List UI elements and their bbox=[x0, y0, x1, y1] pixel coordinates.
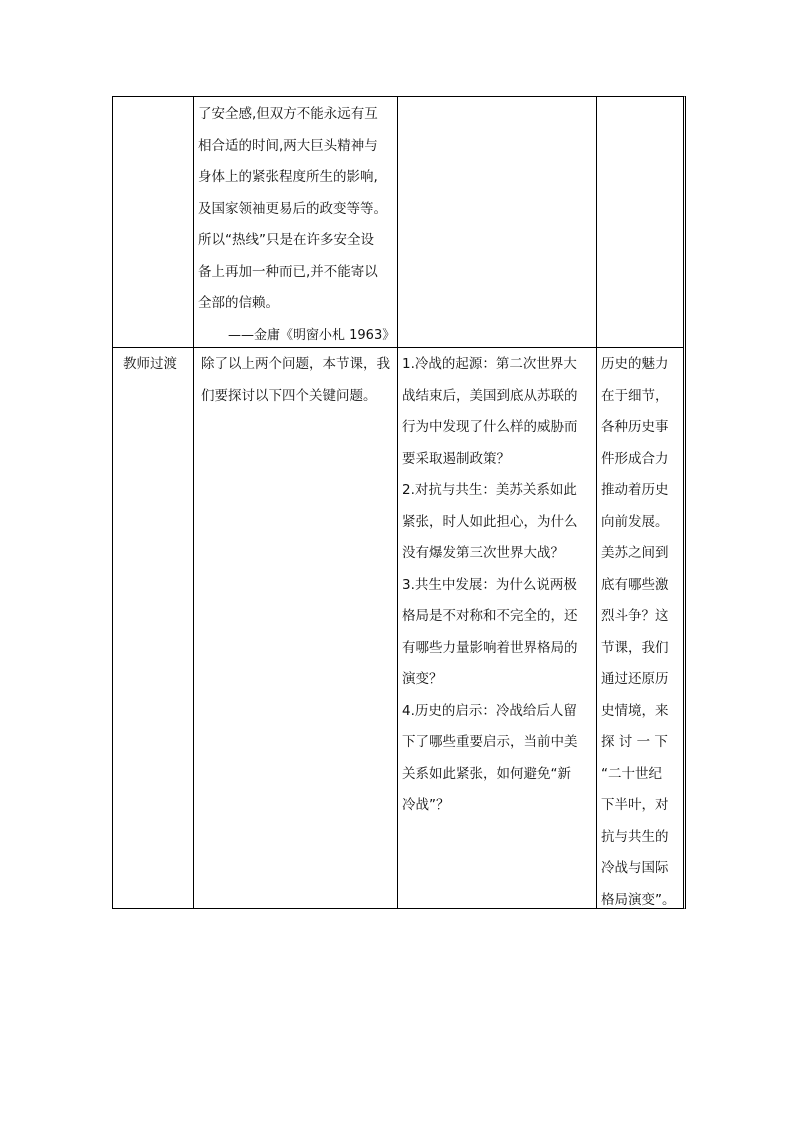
text-line: 们要探讨以下四个关键问题。 bbox=[201, 387, 377, 404]
intent-line: 烈斗争？这 bbox=[601, 608, 669, 624]
row2-content-cell bbox=[201, 349, 395, 412]
text-line: 所以“热线”只是在许多安全设 bbox=[198, 232, 374, 248]
column-divider-3 bbox=[596, 97, 597, 908]
transition-text bbox=[201, 349, 395, 412]
intent-line: 格局演变”。 bbox=[601, 891, 676, 908]
row2-label-cell bbox=[123, 349, 191, 381]
column-divider-1 bbox=[193, 97, 194, 908]
intent-line: 各种历史事 bbox=[601, 419, 669, 435]
intent-line: 件形成合力 bbox=[601, 450, 669, 467]
intent-line: 抗与共生的 bbox=[601, 828, 669, 845]
intent-line: 下半叶，对 bbox=[601, 797, 669, 813]
text-line: 了安全感,但双方不能永远有互 bbox=[198, 106, 378, 122]
question-line: 关系如此紧张，如何避免“新 bbox=[402, 765, 571, 782]
question-line: 战结束后，美国到底从苏联的 bbox=[402, 387, 578, 404]
text-line: 除了以上两个问题，本节课，我 bbox=[201, 356, 390, 372]
intent-line: 探 讨 一 下 bbox=[601, 734, 668, 750]
question-line: 要采取遏制政策？ bbox=[402, 450, 510, 467]
question-line: 演变？ bbox=[402, 671, 443, 687]
question-line: 行为中发现了什么样的威胁而 bbox=[402, 419, 578, 435]
quote-text bbox=[198, 99, 394, 320]
question-line: 没有爆发第三次世界大战？ bbox=[402, 545, 564, 561]
intent-line: 通过还原历 bbox=[601, 671, 669, 687]
intent-line: 推动着历史 bbox=[601, 482, 669, 498]
intent-line: 美苏之间到 bbox=[601, 545, 669, 561]
text-line: 备上再加一种而已,并不能寄以 bbox=[198, 263, 378, 280]
intent-line: 史情境，来 bbox=[601, 702, 669, 719]
intent-line: 底有哪些激 bbox=[601, 576, 669, 593]
row2-questions-cell bbox=[402, 349, 594, 822]
question-line: 紧张，时人如此担心，为什么 bbox=[402, 513, 578, 530]
text-line: 身体上的紧张程度所生的影响, bbox=[198, 169, 378, 185]
question-line: 4.历史的启示：冷战给后人留 bbox=[402, 702, 577, 719]
quote-source: ——金庸《明窗小札 1963》 bbox=[228, 327, 396, 343]
lesson-plan-table bbox=[112, 96, 686, 909]
row1-content-cell bbox=[198, 99, 394, 351]
question-line: 冷战”？ bbox=[402, 797, 450, 813]
intent-line: 冷战与国际 bbox=[601, 860, 669, 876]
stage-label: 教师过渡 bbox=[123, 356, 177, 372]
text-line: 全部的信赖。 bbox=[198, 295, 279, 311]
question-line: 2.对抗与共生：美苏关系如此 bbox=[402, 482, 577, 498]
intent-line: 向前发展。 bbox=[601, 513, 669, 530]
intent-line: 节课，我们 bbox=[601, 639, 669, 656]
intent-line: 历史的魅力 bbox=[601, 356, 669, 372]
key-questions-list bbox=[402, 349, 594, 822]
design-intent-text bbox=[601, 349, 683, 916]
intent-line: “二十世纪 bbox=[601, 765, 662, 782]
text-line: 相合适的时间,两大巨头精神与 bbox=[198, 137, 378, 154]
column-divider-2 bbox=[397, 97, 398, 908]
intent-line: 在于细节， bbox=[601, 387, 669, 404]
question-line: 有哪些力量影响着世界格局的 bbox=[402, 639, 578, 656]
row2-intent-cell bbox=[601, 349, 683, 916]
question-line: 1.冷战的起源：第二次世界大 bbox=[402, 356, 577, 372]
question-line: 格局是不对称和不完全的，还 bbox=[402, 608, 578, 624]
question-line: 下了哪些重要启示，当前中美 bbox=[402, 734, 578, 750]
text-line: 及国家领袖更易后的政变等等。 bbox=[198, 200, 387, 217]
question-line: 3.共生中发展：为什么说两极 bbox=[402, 576, 577, 593]
